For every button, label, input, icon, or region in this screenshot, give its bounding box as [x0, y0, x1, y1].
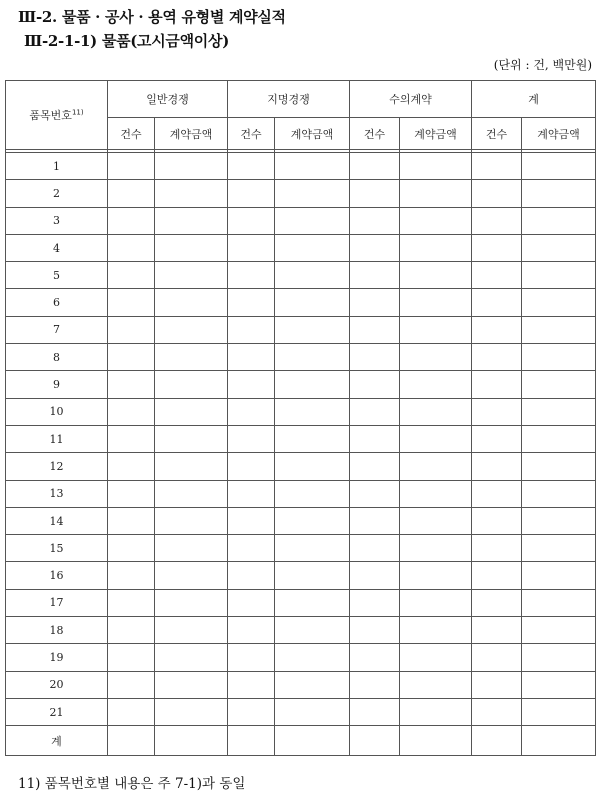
amount-cell [155, 398, 228, 425]
amount-cell [275, 153, 350, 180]
count-cell [108, 153, 155, 180]
count-cell [472, 589, 522, 616]
amount-cell [400, 589, 472, 616]
count-cell [472, 726, 522, 756]
amount-cell [522, 153, 596, 180]
count-cell [108, 644, 155, 671]
amount-cell [522, 698, 596, 725]
count-cell [472, 535, 522, 562]
amount-cell [522, 371, 596, 398]
amount-cell [400, 644, 472, 671]
count-cell [228, 344, 275, 371]
item-number-cell: 8 [6, 344, 108, 371]
table-row [6, 671, 596, 698]
item-number-cell: 16 [6, 562, 108, 589]
amount-cell [275, 671, 350, 698]
table-row [6, 207, 596, 234]
amount-cell [522, 453, 596, 480]
count-cell [350, 153, 400, 180]
count-cell [108, 480, 155, 507]
item-number-cell: 5 [6, 262, 108, 289]
sub-header-amount: 계약금액 [155, 118, 228, 150]
count-cell [108, 180, 155, 207]
item-number-cell: 17 [6, 589, 108, 616]
amount-cell [155, 371, 228, 398]
footnote: 11) 품목번호별 내용은 주 7-1)과 동일 [18, 776, 246, 792]
amount-cell [155, 535, 228, 562]
count-cell [350, 425, 400, 452]
amount-cell [275, 562, 350, 589]
table-row [6, 535, 596, 562]
count-cell [350, 698, 400, 725]
section-subtitle: Ⅲ-2-1-1) 물품(고시금액이상) [24, 32, 229, 50]
amount-cell [522, 671, 596, 698]
amount-cell [155, 207, 228, 234]
amount-cell [400, 480, 472, 507]
count-cell [108, 398, 155, 425]
count-cell [228, 617, 275, 644]
amount-cell [155, 617, 228, 644]
amount-cell [522, 617, 596, 644]
amount-cell [275, 344, 350, 371]
amount-cell [522, 644, 596, 671]
count-cell [472, 289, 522, 316]
item-number-cell: 2 [6, 180, 108, 207]
group-header-general: 일반경쟁 [108, 81, 228, 118]
count-cell [108, 262, 155, 289]
amount-cell [400, 153, 472, 180]
count-cell [108, 535, 155, 562]
count-cell [350, 671, 400, 698]
table-row [6, 453, 596, 480]
count-cell [472, 344, 522, 371]
amount-cell [400, 207, 472, 234]
count-cell [472, 562, 522, 589]
count-cell [350, 234, 400, 261]
table-row [6, 153, 596, 180]
amount-cell [400, 671, 472, 698]
amount-cell [275, 535, 350, 562]
count-cell [108, 289, 155, 316]
count-cell [228, 589, 275, 616]
count-cell [472, 180, 522, 207]
amount-cell [522, 480, 596, 507]
amount-cell [275, 289, 350, 316]
amount-cell [400, 398, 472, 425]
amount-cell [522, 535, 596, 562]
unit-note: (단위 : 건, 백만원) [493, 58, 592, 72]
amount-cell [155, 589, 228, 616]
count-cell [472, 644, 522, 671]
count-cell [472, 507, 522, 534]
count-cell [228, 507, 275, 534]
count-cell [472, 671, 522, 698]
amount-cell [275, 726, 350, 756]
count-cell [350, 262, 400, 289]
count-cell [108, 234, 155, 261]
sub-header-amount: 계약금액 [522, 118, 596, 150]
count-cell [108, 671, 155, 698]
amount-cell [155, 153, 228, 180]
amount-cell [155, 262, 228, 289]
amount-cell [522, 289, 596, 316]
amount-cell [522, 507, 596, 534]
count-cell [472, 617, 522, 644]
amount-cell [522, 589, 596, 616]
table-row [6, 425, 596, 452]
count-cell [350, 726, 400, 756]
count-cell [228, 425, 275, 452]
amount-cell [155, 316, 228, 343]
count-cell [228, 562, 275, 589]
count-cell [350, 180, 400, 207]
count-cell [108, 589, 155, 616]
item-number-cell: 4 [6, 234, 108, 261]
count-cell [472, 371, 522, 398]
amount-cell [400, 698, 472, 725]
amount-cell [400, 289, 472, 316]
amount-cell [275, 316, 350, 343]
group-header-private: 수의계약 [350, 81, 472, 118]
item-number-cell: 3 [6, 207, 108, 234]
amount-cell [522, 344, 596, 371]
item-number-cell: 19 [6, 644, 108, 671]
count-cell [228, 398, 275, 425]
amount-cell [400, 371, 472, 398]
amount-cell [275, 234, 350, 261]
amount-cell [275, 398, 350, 425]
amount-cell [155, 507, 228, 534]
amount-cell [275, 698, 350, 725]
table-row [6, 589, 596, 616]
amount-cell [275, 480, 350, 507]
item-number-cell: 21 [6, 698, 108, 725]
item-number-header: 품목번호$^{11)}$ [6, 81, 108, 150]
count-cell [350, 507, 400, 534]
amount-cell [400, 562, 472, 589]
amount-cell [400, 234, 472, 261]
table-row [6, 180, 596, 207]
count-cell [472, 153, 522, 180]
page-title: Ⅲ-2. 물품 · 공사 · 용역 유형별 계약실적 [18, 8, 286, 26]
count-cell [108, 344, 155, 371]
amount-cell [155, 453, 228, 480]
amount-cell [155, 289, 228, 316]
amount-cell [275, 507, 350, 534]
table-row [6, 371, 596, 398]
amount-cell [522, 207, 596, 234]
item-number-cell: 14 [6, 507, 108, 534]
amount-cell [275, 425, 350, 452]
count-cell [472, 480, 522, 507]
item-number-cell: 15 [6, 535, 108, 562]
count-cell [350, 589, 400, 616]
count-cell [228, 180, 275, 207]
count-cell [350, 207, 400, 234]
table-row [6, 698, 596, 725]
total-row [6, 726, 596, 756]
amount-cell [522, 398, 596, 425]
amount-cell [522, 234, 596, 261]
amount-cell [400, 262, 472, 289]
count-cell [228, 153, 275, 180]
count-cell [108, 371, 155, 398]
amount-cell [275, 262, 350, 289]
count-cell [472, 262, 522, 289]
count-cell [228, 480, 275, 507]
count-cell [350, 344, 400, 371]
amount-cell [155, 180, 228, 207]
table-row [6, 507, 596, 534]
count-cell [108, 207, 155, 234]
amount-cell [155, 234, 228, 261]
amount-cell [522, 425, 596, 452]
table-row [6, 316, 596, 343]
count-cell [350, 644, 400, 671]
count-cell [228, 453, 275, 480]
count-cell [472, 316, 522, 343]
amount-cell [400, 180, 472, 207]
sub-header-amount: 계약금액 [275, 118, 350, 150]
count-cell [472, 698, 522, 725]
count-cell [350, 289, 400, 316]
item-number-cell: 12 [6, 453, 108, 480]
count-cell [108, 507, 155, 534]
count-cell [472, 398, 522, 425]
table-row [6, 617, 596, 644]
amount-cell [400, 425, 472, 452]
sub-header-count: 건수 [350, 118, 400, 150]
amount-cell [400, 726, 472, 756]
footnote-ref: 11) [71, 108, 84, 117]
count-cell [350, 617, 400, 644]
table-row [6, 398, 596, 425]
amount-cell [400, 617, 472, 644]
table-row [6, 480, 596, 507]
amount-cell [155, 644, 228, 671]
count-cell [228, 234, 275, 261]
sub-header-count: 건수 [108, 118, 155, 150]
count-cell [108, 698, 155, 725]
amount-cell [400, 453, 472, 480]
count-cell [228, 316, 275, 343]
count-cell [228, 262, 275, 289]
item-number-cell: 18 [6, 617, 108, 644]
amount-cell [155, 480, 228, 507]
item-number-cell: 1 [6, 153, 108, 180]
count-cell [108, 726, 155, 756]
item-number-cell: 7 [6, 316, 108, 343]
count-cell [350, 398, 400, 425]
sub-header-count: 건수 [472, 118, 522, 150]
table-row [6, 562, 596, 589]
count-cell [228, 371, 275, 398]
count-cell [228, 535, 275, 562]
group-header-designated: 지명경쟁 [228, 81, 350, 118]
amount-cell [155, 562, 228, 589]
count-cell [228, 207, 275, 234]
amount-cell [155, 671, 228, 698]
amount-cell [522, 562, 596, 589]
count-cell [472, 425, 522, 452]
amount-cell [275, 371, 350, 398]
count-cell [350, 453, 400, 480]
amount-cell [275, 207, 350, 234]
count-cell [228, 644, 275, 671]
total-label: 계 [6, 726, 108, 756]
amount-cell [155, 344, 228, 371]
amount-cell [522, 316, 596, 343]
amount-cell [400, 507, 472, 534]
count-cell [108, 617, 155, 644]
count-cell [350, 562, 400, 589]
item-number-cell: 13 [6, 480, 108, 507]
sub-header-count: 건수 [228, 118, 275, 150]
count-cell [228, 726, 275, 756]
contract-table [5, 80, 596, 756]
count-cell [108, 562, 155, 589]
table-row [6, 344, 596, 371]
item-number-cell: 11 [6, 425, 108, 452]
amount-cell [400, 535, 472, 562]
item-number-cell: 9 [6, 371, 108, 398]
count-cell [108, 316, 155, 343]
item-number-cell: 10 [6, 398, 108, 425]
count-cell [350, 316, 400, 343]
table-row [6, 644, 596, 671]
count-cell [350, 371, 400, 398]
count-cell [472, 234, 522, 261]
count-cell [472, 453, 522, 480]
amount-cell [275, 644, 350, 671]
count-cell [228, 698, 275, 725]
count-cell [108, 453, 155, 480]
count-cell [350, 480, 400, 507]
amount-cell [155, 726, 228, 756]
sub-header-amount: 계약금액 [400, 118, 472, 150]
count-cell [228, 289, 275, 316]
count-cell [350, 535, 400, 562]
amount-cell [275, 180, 350, 207]
amount-cell [522, 726, 596, 756]
count-cell [228, 671, 275, 698]
amount-cell [155, 698, 228, 725]
table-row [6, 289, 596, 316]
amount-cell [275, 589, 350, 616]
amount-cell [155, 425, 228, 452]
amount-cell [522, 180, 596, 207]
table-row [6, 234, 596, 261]
table-row [6, 262, 596, 289]
group-header-total: 계 [472, 81, 596, 118]
item-number-cell: 20 [6, 671, 108, 698]
amount-cell [400, 316, 472, 343]
amount-cell [275, 617, 350, 644]
count-cell [108, 425, 155, 452]
count-cell [472, 207, 522, 234]
amount-cell [275, 453, 350, 480]
amount-cell [400, 344, 472, 371]
item-number-cell: 6 [6, 289, 108, 316]
amount-cell [522, 262, 596, 289]
